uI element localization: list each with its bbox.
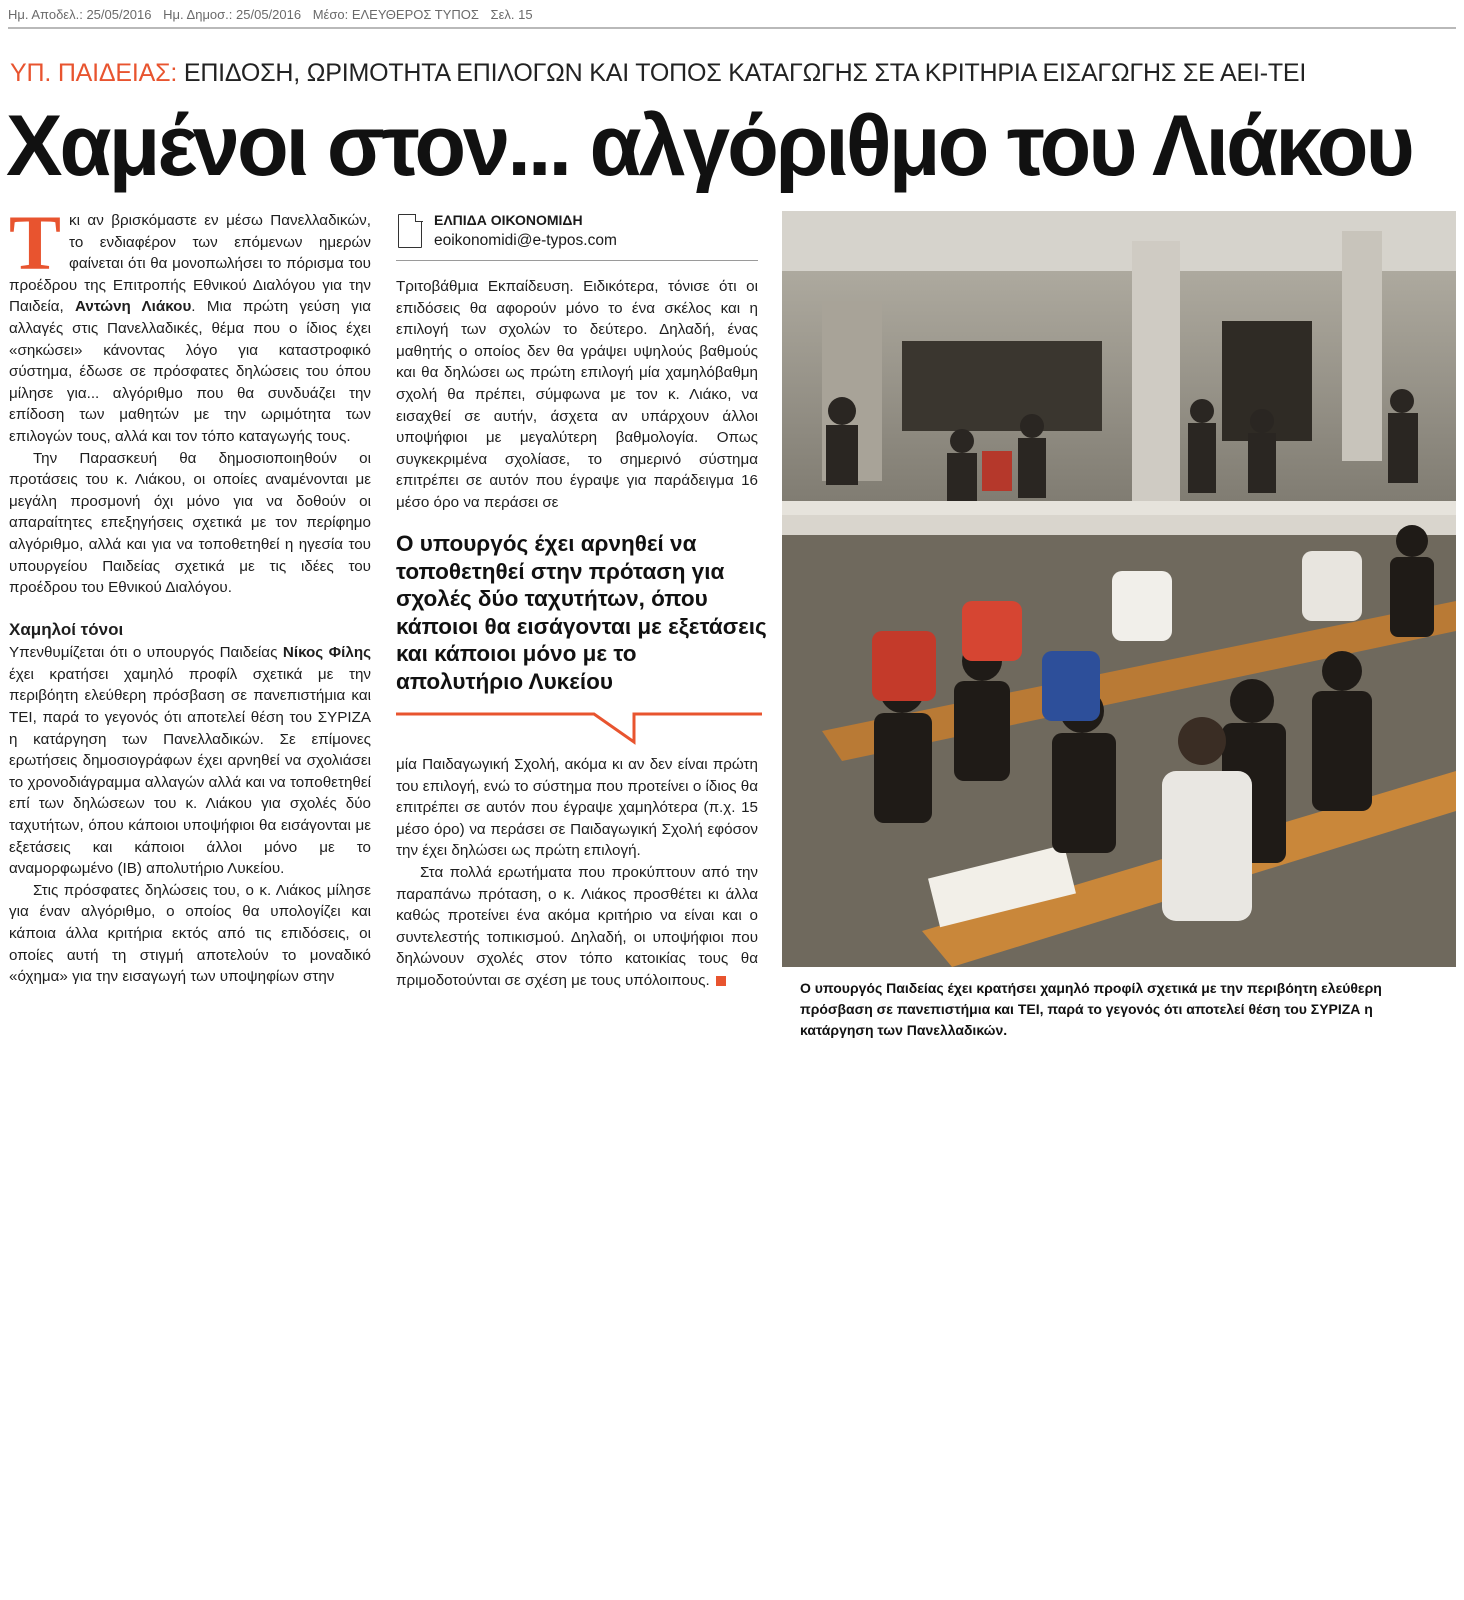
paragraph-3-text-a: Υπενθυμίζεται ότι ο υπουργός Παιδείας — [9, 644, 283, 662]
photo-caption: Ο υπουργός Παιδείας έχει κρατήσει χαμηλό προφίλ σχετικά με την περιβόητη ελεύθερη πρόσβαση σε πανεπιστήμια και ΤΕΙ, παρά το γεγονός ότι αποτελεί θέση του ΣΥΡΙΖΑ η κατάργηση των Πανελλαδικών. — [800, 980, 1382, 1038]
article-kicker — [10, 58, 1454, 88]
medium: Μέσο: ΕΛΕΥΘΕΡΟΣ ΤΥΠΟΣ — [312, 7, 479, 22]
paragraph-7-text: Στα πολλά ερωτήματα που προκύπτουν από την παραπάνω πρόταση, ο κ. Λιάκος προσθέτει κι άλλα καθώς προτείνει ένα ακόμα κριτήριο να είναι και ο συντελεστής τοπικισμού. Δηλαδή, οι υποψήφιοι που δηλώνουν σχολές στον τόπο κατοικίας τους θα πριμοδοτούνται σε σχέση με τους υπόλοιπους. — [396, 863, 758, 989]
drop-cap: Τ — [9, 199, 62, 286]
paragraph-5: Τριτοβάθμια Εκπαίδευση. Ειδικότερα, τόνισε ότι οι επιδόσεις θα αφορούν μόνο το ένα σκέλος και η επιλογή των σχολών το δεύτερο. Δηλαδή, ένας μαθητής ο οποίος δεν θα γράψει υψηλούς βαθμούς και θα δηλώσει ως πρώτη επιλογή μία χαμηλόβαθμη σχολή θα πρέπει, σύμφωνα με τον κ. Λιάκο, να εισαχθεί σε αυτήν, άσχετα αν υπάρχουν άλλοι υποψήφιοι με μεγαλύτερη βαθμολογία. Οπως συγκεκριμένα σχολίασε, το σημερινό σύστημα επιτρέπει σε αυτόν που έγραψε για παράδειγμα 16 μέσο όρο να περάσει σε — [396, 278, 758, 511]
pull-quote: Ο υπουργός έχει αρνηθεί να τοποθετηθεί στην πρόταση για σχολές δύο ταχυτήτων, όπου κάποιοι θα εισάγονται με εξετάσεις και κάποιοι μόνο με το απολυτήριο Λυκείου — [396, 531, 767, 694]
paragraph-6: μία Παιδαγωγική Σχολή, ακόμα κι αν δεν είναι πρώτη του επιλογή, ενώ το σύστημα που προτείνει ο ίδιος θα επιτρέπει σε αυτόν που έγραψε χαμηλότερα (π.χ. 15 μέσο όρο) να περάσει σε Παιδαγωγική Σχολή εφόσον την έχει δηλώσει ως πρώτη επιλογή. — [396, 756, 758, 860]
person-name-filis: Νίκος Φίλης — [282, 644, 371, 662]
paragraph-3-text-b: έχει κρατήσει χαμηλό προφίλ σχετικά με την περιβόητη ελεύθερη πρόσβαση σε πανεπιστήμια και ΤΕΙ, παρά το γεγονός ότι αποτελεί θέση του ΣΥΡΙΖΑ η κατάργηση των Πανελλαδικών. Σε επίμονες ερωτήσεις δημοσιογράφων έχει αρνηθεί να σχολιάσει το χρονοδιάγραμμα αλλαγών αλλά και να τοποθετηθεί επί των δηλώσεων του κ. Λιάκου για σχολές δύο ταχυτήτων, όπου κάποιοι υποψήφιοι θα εισάγονται με εξετάσεις και κάποιοι άλλοι μόνο με το αναμορφωμένο (ΙΒ) απολυτήριο Λυκείου. — [9, 665, 371, 878]
section-subhead: Χαμηλοί τόνοι — [9, 619, 124, 639]
article-column-1 — [9, 199, 371, 988]
person-name-liakos: Αντώνη Λιάκου — [75, 298, 192, 316]
author-email: eoikonomidi@e-typos.com — [434, 232, 617, 249]
paragraph-1 — [9, 199, 371, 448]
paragraph-3 — [9, 642, 371, 880]
paragraph-4: Στις πρόσφατες δηλώσεις του, ο κ. Λιάκος μίλησε για έναν αλγόριθμο, ο οποίος θα υπολογίζει και κάποια άλλα κριτήρια εκτός από τις επιδόσεις, οι οποίες αυτή τη στιγμή αποτελούν το μοναδικό «όχημα» για την εισαγωγή των υποψηφίων στην — [9, 881, 371, 986]
article-headline: Χαμένοι στον... αλγόριθμο του Λιάκου — [6, 98, 1412, 194]
article-column-2-bottom — [396, 754, 758, 992]
article-photo — [782, 211, 1456, 967]
kicker-ministry: ΥΠ. ΠΑΙΔΕΙΑΣ: — [10, 59, 178, 87]
clipping-meta — [8, 6, 1456, 29]
byline — [396, 210, 758, 261]
article-column-2-top — [396, 276, 758, 514]
dispatch-date: Ημ. Αποδελ.: 25/05/2016 — [8, 7, 152, 22]
author-name: ΕΛΠΙΔΑ ΟΙΚΟΝΟΜΙΔΗ — [434, 212, 583, 228]
paragraph-7 — [396, 862, 758, 992]
paragraph-1-text-a: κι αν βρισκόμαστε εν μέσω Πανελλαδικών, το ενδιαφέρον των επόμενων ημερών φαίνεται ότι θα μονοπωλήσει το πόρισμα του προέδρου της Επιτροπής Εθνικού Διαλόγου για την Παιδεία, — [9, 212, 371, 316]
exam-hall-photo-illustration — [782, 211, 1456, 967]
publish-date: Ημ. Δημοσ.: 25/05/2016 — [163, 7, 302, 22]
paragraph-1-text-b: . Μια πρώτη γεύση για αλλαγές στις Πανελλαδικές, θέμα που ο ίδιος έχει «σηκώσει» κάνοντας λόγο για καταστροφικό σύστημα, έδωσε σε πρόσφατες δηλώσεις του όπου μίλησε για... αλγόριθμο που θα συνδυάζει την επίδοση των μαθητών με την ωριμότητα των επιλογών τους, αλλά και τον τόπο καταγωγής τους. — [9, 298, 371, 445]
page-number: Σελ. 15 — [490, 7, 533, 22]
kicker-text: ΕΠΙΔΟΣΗ, ΩΡΙΜΟΤΗΤΑ ΕΠΙΛΟΓΩΝ ΚΑΙ ΤΟΠΟΣ ΚΑΤΑΓΩΓΗΣ ΣΤΑ ΚΡΙΤΗΡΙΑ ΕΙΣΑΓΩΓΗΣ ΣΕ ΑΕΙ-ΤΕΙ — [183, 59, 1307, 87]
paragraph-2: Την Παρασκευή θα δημοσιοποιηθούν οι προτάσεις του κ. Λιάκου, οι οποίες αναμένονται με μεγάλη προσμονή όχι μόνο για να δοθούν οι απαραίτητες επεξηγήσεις σχετικά με τον περίφημο αλγόριθμο, αλλά και για να τοποθετηθεί η ηγεσία του υπουργείου Παιδείας σχετικά με τις ιδέες του προέδρου του Εθνικού Διαλόγου. — [9, 449, 371, 597]
end-of-article-mark — [716, 976, 726, 986]
document-icon — [398, 214, 422, 248]
pull-quote-callout-line — [396, 712, 762, 752]
